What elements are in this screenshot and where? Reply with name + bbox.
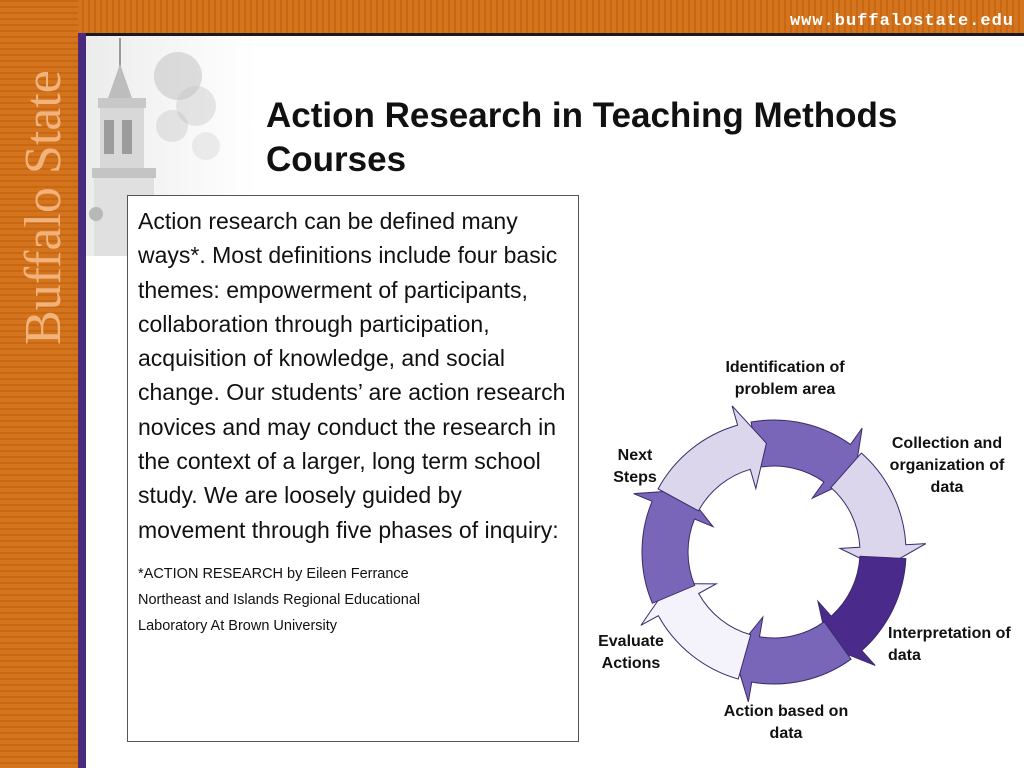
label-identification: Identification of problem area [725,359,845,398]
label-next: Next Steps [613,447,657,486]
slide-title: Action Research in Teaching Methods Courses [266,96,898,179]
citation-line: Laboratory At Brown University [138,617,338,634]
header-url: www.buffalostate.edu [789,12,1014,31]
purple-divider [78,33,86,768]
brand-wordmark: Buffalo State [15,70,72,345]
label-action: Action based on data [723,703,849,742]
label-interpretation: Interpretation of data [888,625,1011,664]
cycle-arrow [658,406,766,511]
citation [138,561,568,639]
label-evaluate: Evaluate Actions [598,633,664,672]
citation-line: Northeast and Islands Regional Educational [138,591,421,608]
citation-line: *ACTION RESEARCH by Eileen Ferrance [138,565,409,582]
body-paragraph: Action research can be defined many ways*. Most definitions include four basic themes: empowerment of participants, collaboration through participation, acquisition of knowledge, and social change. Our students’ are action research novices and may conduct the research in the context of a larger, long term school study. We are loosely guided by movement through five phases of inquiry: [138,208,566,543]
inquiry-cycle-diagram [600,340,1024,760]
label-collection: Collection and organization of data [889,435,1005,496]
definition-box [127,195,579,742]
